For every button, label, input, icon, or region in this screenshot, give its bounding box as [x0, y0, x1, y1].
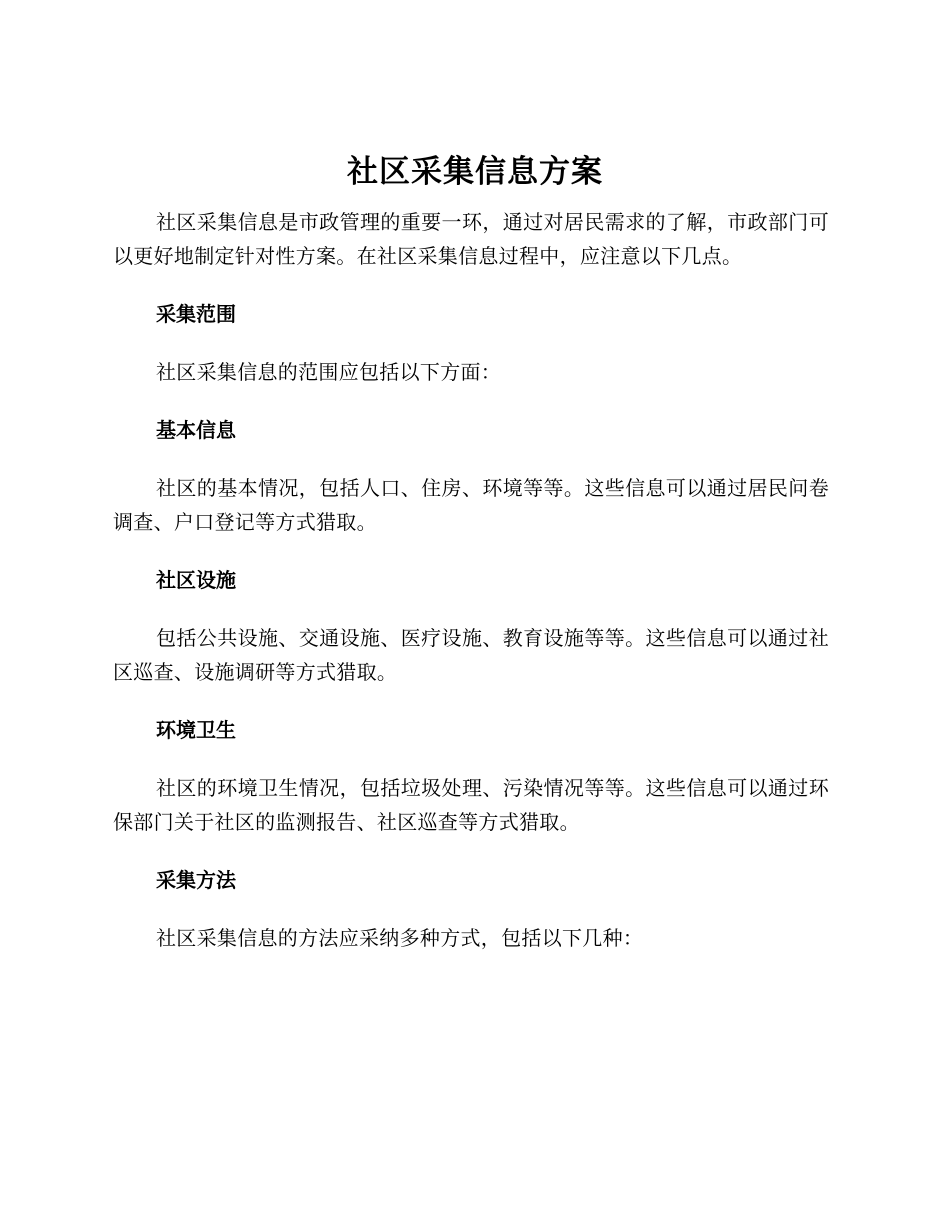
section-text-sanitation: 社区的环境卫生情况，包括垃圾处理、污染情况等等。这些信息可以通过环保部门关于社区的监测报告、社区巡查等方式猎取。	[113, 776, 829, 834]
section-text-scope: 社区采集信息的范围应包括以下方面：	[156, 360, 502, 384]
section-text-facilities: 包括公共设施、交通设施、医疗设施、教育设施等等。这些信息可以通过社区巡查、设施调研等方式猎取。	[113, 626, 829, 684]
section-heading-facilities: 社区设施	[156, 568, 236, 592]
document-body	[113, 205, 829, 955]
section-heading-basic-info: 基本信息	[156, 418, 236, 442]
intro-paragraph: 社区采集信息是市政管理的重要一环，通过对居民需求的了解，市政部门可以更好地制定针对性方案。在社区采集信息过程中，应注意以下几点。	[113, 210, 829, 268]
section-text-methods: 社区采集信息的方法应采纳多种方式，包括以下几种：	[156, 926, 644, 950]
section-heading-methods: 采集方法	[156, 868, 236, 892]
document-title: 社区采集信息方案	[347, 154, 603, 190]
section-heading-scope: 采集范围	[156, 302, 236, 326]
section-text-basic-info: 社区的基本情况，包括人口、住房、环境等等。这些信息可以通过居民问卷调查、户口登记等方式猎取。	[113, 476, 829, 534]
section-heading-sanitation: 环境卫生	[156, 718, 236, 742]
